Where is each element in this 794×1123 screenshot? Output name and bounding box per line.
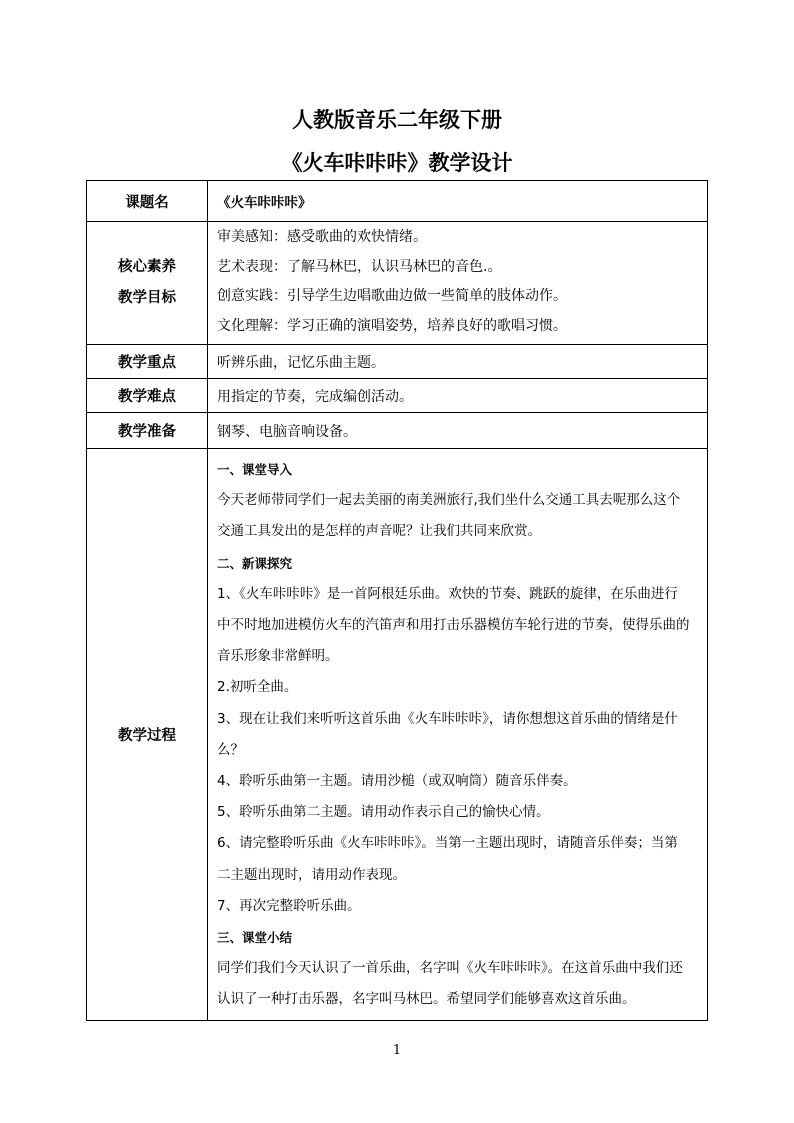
- table-row-topic: [87, 181, 708, 222]
- page-title: 人教版音乐二年级下册: [292, 107, 502, 132]
- topic-value: 《火车咔咔咔》: [208, 181, 708, 222]
- table-row-goals: [87, 222, 708, 345]
- table-row-process: [87, 449, 708, 1021]
- goal-item: 创意实践：引导学生边唱歌曲边做一些简单的肢体动作。: [217, 288, 567, 304]
- section-heading: 一、课堂导入: [217, 462, 293, 477]
- process-line: 3、现在让我们来听听这首乐曲《火车咔咔咔》，请你想想这首乐曲的情绪是什: [217, 710, 678, 727]
- key-points-value: 听辨乐曲，记忆乐曲主题。: [208, 345, 708, 379]
- process-line: 音乐形象非常鲜明。: [217, 648, 339, 665]
- process-content: [208, 449, 708, 1021]
- goal-item: 艺术表现：了解马林巴，认识马林巴的音色.。: [217, 258, 502, 275]
- process-line: 认识了一种打击乐器，名字叫马林巴。希望同学们能够喜欢这首乐曲。: [217, 991, 636, 1008]
- difficulties-value: 用指定的节奏，完成编创活动。: [208, 379, 708, 413]
- goal-item: 审美感知：感受歌曲的欢快情绪。: [217, 229, 427, 245]
- document-subtitle: 《火车咔咔咔》教学设计: [281, 150, 513, 175]
- preparation-value: 钢琴、电脑音响设备。: [208, 413, 708, 449]
- goals-label-line: 核心素养: [118, 259, 176, 275]
- process-line: 二主题出现时，请用动作表现。: [217, 866, 406, 883]
- table-row-preparation: [87, 413, 708, 449]
- goals-label: [87, 222, 208, 345]
- process-line: 交通工具发出的是怎样的声音呢？让我们共同来欣赏。: [217, 523, 541, 540]
- process-line: 5、聆听乐曲第二主题。请用动作表示自己的愉快心情。: [217, 804, 550, 821]
- process-line: 同学们我们今天认识了一首乐曲，名字叫《火车咔咔咔》。在这首乐曲中我们还: [217, 960, 683, 977]
- topic-label: 课题名: [87, 181, 208, 222]
- process-line: 么？: [217, 741, 244, 758]
- page-number: 1: [392, 1043, 402, 1058]
- process-line: 中不时地加进模仿火车的汽笛声和用打击乐器模仿车轮行进的节奏，使得乐曲的: [217, 617, 690, 634]
- section-heading: 二、新课探究: [217, 555, 293, 571]
- process-line: 1、《火车咔咔咔》是一首阿根廷乐曲。欢快的节奏、跳跃的旋律，在乐曲进行: [217, 585, 678, 602]
- table-row-key-points: [87, 345, 708, 379]
- process-line: 2.初听全曲。: [217, 679, 298, 696]
- difficulties-label: 教学难点: [87, 379, 208, 413]
- goals-label-line: 教学目标: [118, 290, 176, 306]
- section-heading: 三、课堂小结: [217, 930, 293, 946]
- preparation-label: 教学准备: [87, 413, 208, 449]
- key-points-label: 教学重点: [87, 345, 208, 379]
- process-label: 教学过程: [87, 449, 208, 1021]
- lesson-plan-table: [86, 180, 708, 1021]
- process-line: 6、请完整聆听乐曲《火车咔咔咔》。当第一主题出现时，请随音乐伴奏；当第: [217, 835, 678, 852]
- process-line: 7、再次完整聆听乐曲。: [217, 897, 361, 914]
- process-line: 今天老师带同学们一起去美丽的南美洲旅行,我们坐什么交通工具去呢那么这个: [217, 492, 681, 509]
- table-row-difficulties: [87, 379, 708, 413]
- goal-item: 文化理解：学习正确的演唱姿势，培养良好的歌唱习惯。: [217, 317, 567, 334]
- goals-content: [208, 222, 708, 345]
- process-line: 4、聆听乐曲第一主题。请用沙槌（或双响筒）随音乐伴奏。: [217, 773, 577, 790]
